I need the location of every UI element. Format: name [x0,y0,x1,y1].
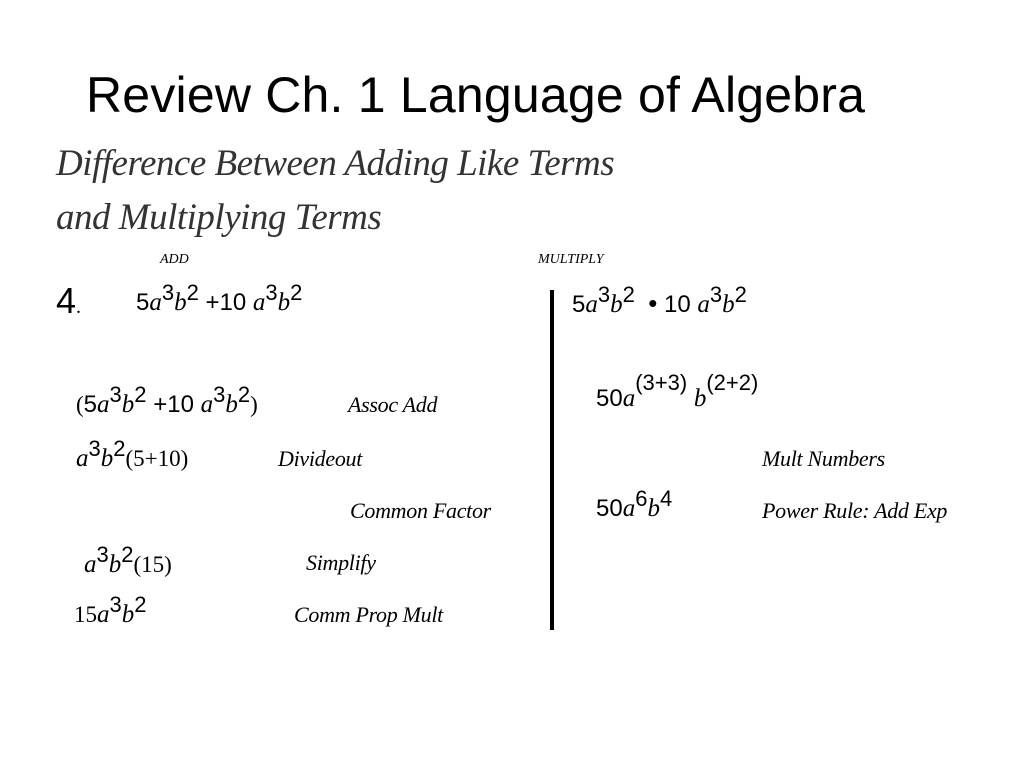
heading-line-2: and Multiplying Terms [56,197,382,238]
multiply-step-3-note: Power Rule: Add Exp [762,498,948,523]
add-step-2-expression: (5a3b2 +10 a3b2) [76,382,258,418]
add-step-3-expression: a3b2(5+10) [76,436,189,472]
add-step-3-note: Divideout [278,446,363,471]
add-step-6-expression: 15a3b2 [74,592,147,628]
multiply-step-2-note: Mult Numbers [762,446,885,471]
multiply-column-label: MULTIPLY [538,252,604,267]
add-step-1-expression: 5a3b2 +10 a3b2 [136,280,303,316]
multiply-step-3-expression: 50a6b4 [596,486,673,522]
add-step-6-note: Comm Prop Mult [294,602,443,627]
problem-number [56,280,81,322]
problem-number-dot: . [76,296,82,318]
column-divider [550,290,554,630]
add-column-label: ADD [160,252,189,267]
heading-line-1: Difference Between Adding Like Terms [56,143,615,184]
problem-number-digit: 4 [56,280,77,321]
add-step-4-note: Common Factor [350,498,491,523]
add-step-2-note: Assoc Add [348,392,438,417]
multiply-step-1-expression: 5a3b2 • 10 a3b2 [572,282,747,318]
add-step-5-expression: a3b2(15) [84,542,172,578]
add-step-5-note: Simplify [306,550,376,575]
multiply-step-2-expression: 50a(3+3) b(2+2) [596,370,759,412]
slide-title: Review Ch. 1 Language of Algebra [86,67,866,123]
